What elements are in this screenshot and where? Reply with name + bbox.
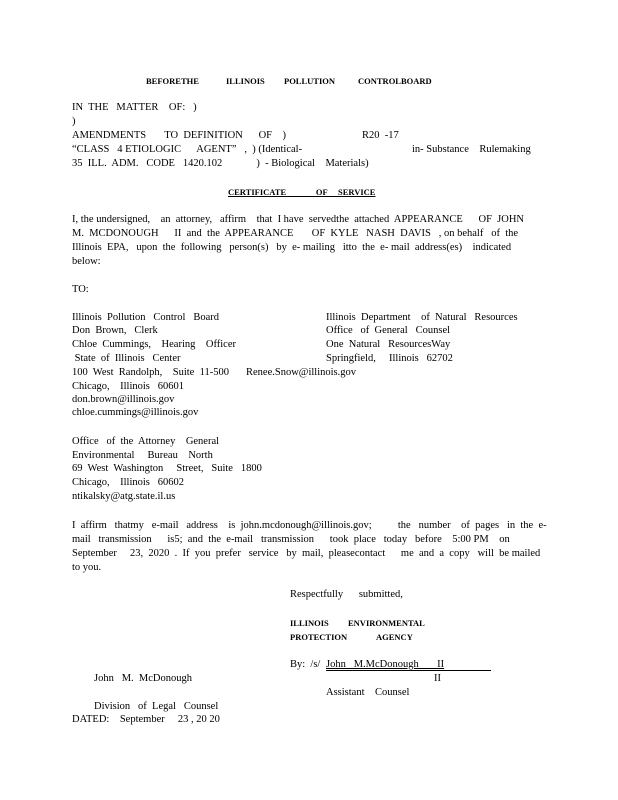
caption-line-2: ) xyxy=(72,116,76,127)
recipient-ag-line-1: Office of the Attorney General xyxy=(72,436,220,447)
caption-line-4-right: in- Substance Rulemaking xyxy=(412,144,531,155)
signature-roman-ii: II xyxy=(434,673,441,684)
caption-line-4-left: “CLASS 4 ETIOLOGIC AGENT” , ) (Identical- xyxy=(72,144,303,155)
recipient-right-email[interactable]: Renee.Snow@illinois.gov xyxy=(246,367,356,378)
recipient-ag-line-3: 69 West Washington Street, Suite 1800 xyxy=(72,463,262,474)
recipient-left-email-1[interactable]: don.brown@illinois.gov xyxy=(72,394,175,405)
recipient-right-line-3: One Natural ResourcesWay xyxy=(326,339,451,350)
agency-line-1-b: ENVIRONMENTAL xyxy=(348,618,425,628)
division-name: Division of Legal Counsel xyxy=(94,701,219,712)
caption-line-5: 35 ILL. ADM. CODE 1420.102 ) - Biological Materials) xyxy=(72,158,369,169)
recipient-left-line-3: Chloe Cummings, Hearing Officer xyxy=(72,339,236,350)
recipient-left-line-5: 100 West Randolph, Suite 11-500 xyxy=(72,367,229,378)
body-line-2: M. MCDONOUGH II and the APPEARANCE OF KYLE NASH DAVIS , on behalf of the xyxy=(72,228,519,239)
body-line-3: Illinois EPA, upon the following person(s) by e- mailing itto the e- mail address(es) indicated xyxy=(72,242,512,253)
signer-name: John M. McDonough xyxy=(94,673,193,684)
caption-docket-number: R20 -17 xyxy=(362,130,399,141)
respectfully-submitted: Respectfully submitted, xyxy=(290,589,403,600)
caption-line-3-left: AMENDMENTS TO DEFINITION OF ) xyxy=(72,130,286,141)
signature-by-label: By: /s/ xyxy=(290,659,321,670)
assistant-counsel: Assistant Counsel xyxy=(326,687,410,698)
recipient-left-line-2: Don Brown, Clerk xyxy=(72,325,158,336)
affirm-line-2: mail transmission is5; and the e-mail transmission took place today before 5:00 PM on xyxy=(72,534,510,545)
header-word-3: POLLUTION xyxy=(284,76,336,86)
agency-line-1-a: ILLINOIS xyxy=(290,618,329,628)
to-label: TO: xyxy=(72,284,89,295)
recipient-ag-email[interactable]: ntikalsky@atg.state.il.us xyxy=(72,491,176,502)
agency-line-2-a: PROTECTION xyxy=(290,632,348,642)
header-word-2: ILLINOIS xyxy=(226,76,265,86)
recipient-left-line-4: State of Illinois Center xyxy=(72,353,181,364)
header-word-1: BEFORETHE xyxy=(146,76,199,86)
recipient-right-line-2: Office of General Counsel xyxy=(326,325,451,336)
signature-line xyxy=(326,670,491,671)
agency-line-2-b: AGENCY xyxy=(376,632,413,642)
caption-line-1: IN THE MATTER OF: ) xyxy=(72,102,197,113)
recipient-ag-line-2: Environmental Bureau North xyxy=(72,450,213,461)
recipient-left-line-6: Chicago, Illinois 60601 xyxy=(72,381,184,392)
body-line-1: I, the undersigned, an attorney, affirm that I have servedthe attached APPEARANCE OF JOHN xyxy=(72,214,524,225)
body-line-4: below: xyxy=(72,256,101,267)
recipient-ag-line-4: Chicago, Illinois 60602 xyxy=(72,477,184,488)
recipient-left-line-1: Illinois Pollution Control Board xyxy=(72,312,220,323)
header-word-4: CONTROLBOARD xyxy=(358,76,432,86)
recipient-right-line-4: Springfield, Illinois 62702 xyxy=(326,353,453,364)
signature-name: John M.McDonough II xyxy=(326,659,445,670)
affirm-line-3: September 23, 2020 . If you prefer service by mail, pleasecontact me and a copy will be mailed xyxy=(72,548,541,559)
dated-line: DATED: September 23 , 20 20 xyxy=(72,714,220,725)
recipient-right-line-1: Illinois Department of Natural Resources xyxy=(326,312,518,323)
affirm-line-1: I affirm thatmy e-mail address is john.mcdonough@illinois.gov; the number of pages in the e- xyxy=(72,520,547,531)
recipient-left-email-2[interactable]: chloe.cummings@illinois.gov xyxy=(72,407,199,418)
certificate-title: CERTIFICATE OF SERVICE xyxy=(228,187,376,197)
affirm-line-4: to you. xyxy=(72,562,102,573)
